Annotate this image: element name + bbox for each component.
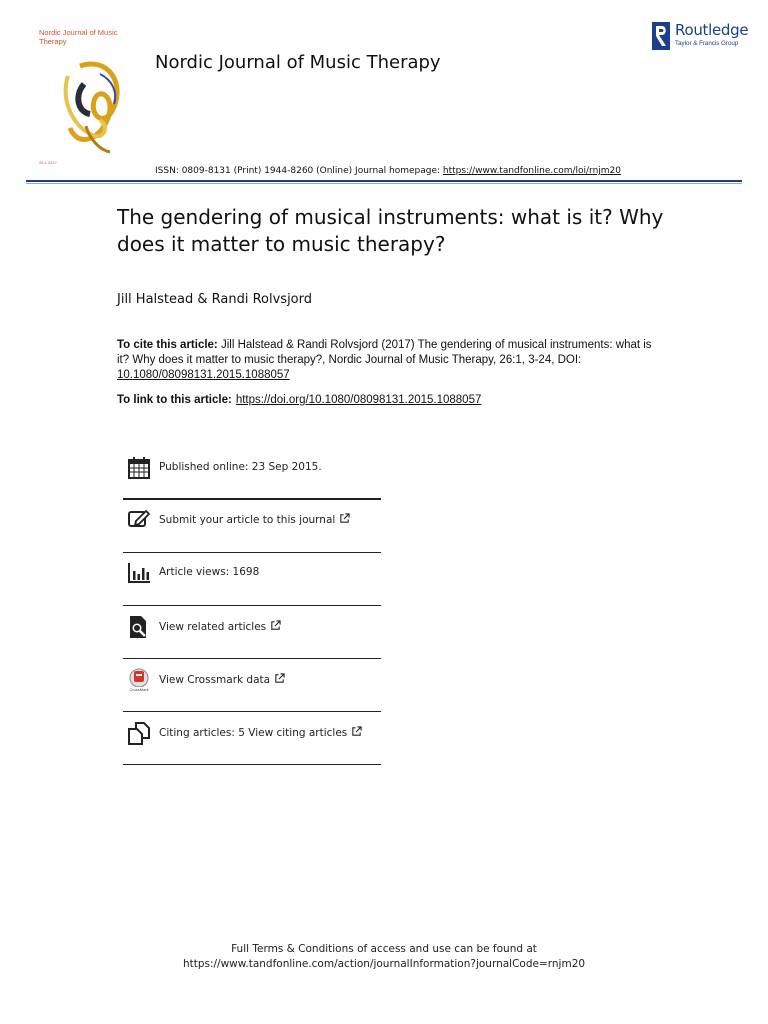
published-online-item xyxy=(123,456,381,508)
submit-article-link[interactable]: Submit your article to this journal xyxy=(159,513,350,526)
article-title: The gendering of musical instruments: what is it? Why does it matter to music therapy? xyxy=(117,205,664,256)
related-articles-link[interactable]: View related articles xyxy=(159,620,281,633)
external-link-icon xyxy=(274,673,285,684)
publisher-logo[interactable] xyxy=(652,20,752,52)
divider xyxy=(123,498,381,500)
external-link-icon xyxy=(351,726,362,737)
issn-text: ISSN: 0809-8131 (Print) 1944-8260 (Online) Journal homepage: xyxy=(155,166,443,176)
citation-label: To cite this article: xyxy=(117,339,218,351)
article-link-line xyxy=(117,394,481,406)
search-document-icon xyxy=(127,615,151,639)
citing-articles-link[interactable]: Citing articles: 5 View citing articles xyxy=(159,726,362,739)
citation-block xyxy=(117,338,662,383)
routledge-logo-icon xyxy=(652,22,670,50)
calendar-icon xyxy=(127,456,151,480)
journal-cover xyxy=(30,22,140,174)
divider xyxy=(123,552,381,553)
divider xyxy=(123,605,381,606)
publisher-subtitle: Taylor & Francis Group xyxy=(675,40,739,47)
divider xyxy=(123,764,381,765)
related-articles-item[interactable] xyxy=(123,615,381,667)
cover-title: Nordic Journal of Music Therapy xyxy=(39,28,118,46)
article-authors: Jill Halstead & Randi Rolvsjord xyxy=(117,292,313,307)
crossmark-link[interactable]: View Crossmark data xyxy=(159,673,285,686)
publisher-name: Routledge xyxy=(675,21,749,39)
crossmark-icon xyxy=(127,668,151,692)
bar-chart-icon xyxy=(127,561,151,585)
crossmark-item[interactable] xyxy=(123,668,381,720)
svg-text:CrossMark: CrossMark xyxy=(129,687,149,692)
footer-terms-text: Full Terms & Conditions of access and use can be found at xyxy=(231,943,537,955)
divider xyxy=(123,711,381,712)
cover-volume: 26.1 2017 xyxy=(39,160,57,165)
divider xyxy=(123,658,381,659)
external-link-icon xyxy=(339,513,350,524)
citing-articles-item[interactable] xyxy=(123,721,381,773)
journal-homepage-link[interactable]: https://www.tandfonline.com/loi/rnjm20 xyxy=(442,166,622,176)
link-label: To link to this article: xyxy=(117,394,232,406)
citation-text: Jill Halstead & Randi Rolvsjord (2017) The gendering of musical instruments: what is it? Why does it matter to music therapy?, Nordic Journal of Music Therapy, 26:1, 3-24, DOI: xyxy=(117,339,652,366)
issn-line xyxy=(155,166,621,176)
header-rule xyxy=(26,180,742,182)
edit-icon xyxy=(127,508,151,532)
footer xyxy=(0,942,768,972)
header-rule-thin xyxy=(26,183,742,184)
journal-name: Nordic Journal of Music Therapy xyxy=(155,52,441,73)
citation-doi-link[interactable]: 10.1080/08098131.2015.1088057 xyxy=(117,369,290,381)
article-doi-link[interactable]: https://doi.org/10.1080/08098131.2015.1088057 xyxy=(235,394,482,406)
cover-artwork xyxy=(60,56,128,156)
citing-articles-icon xyxy=(127,721,151,745)
article-views-text: Article views: 1698 xyxy=(159,566,260,578)
external-link-icon xyxy=(270,620,281,631)
published-online-text: Published online: 23 Sep 2015. xyxy=(159,461,322,473)
footer-terms-link[interactable]: https://www.tandfonline.com/action/journalInformation?journalCode=rnjm20 xyxy=(182,958,586,970)
